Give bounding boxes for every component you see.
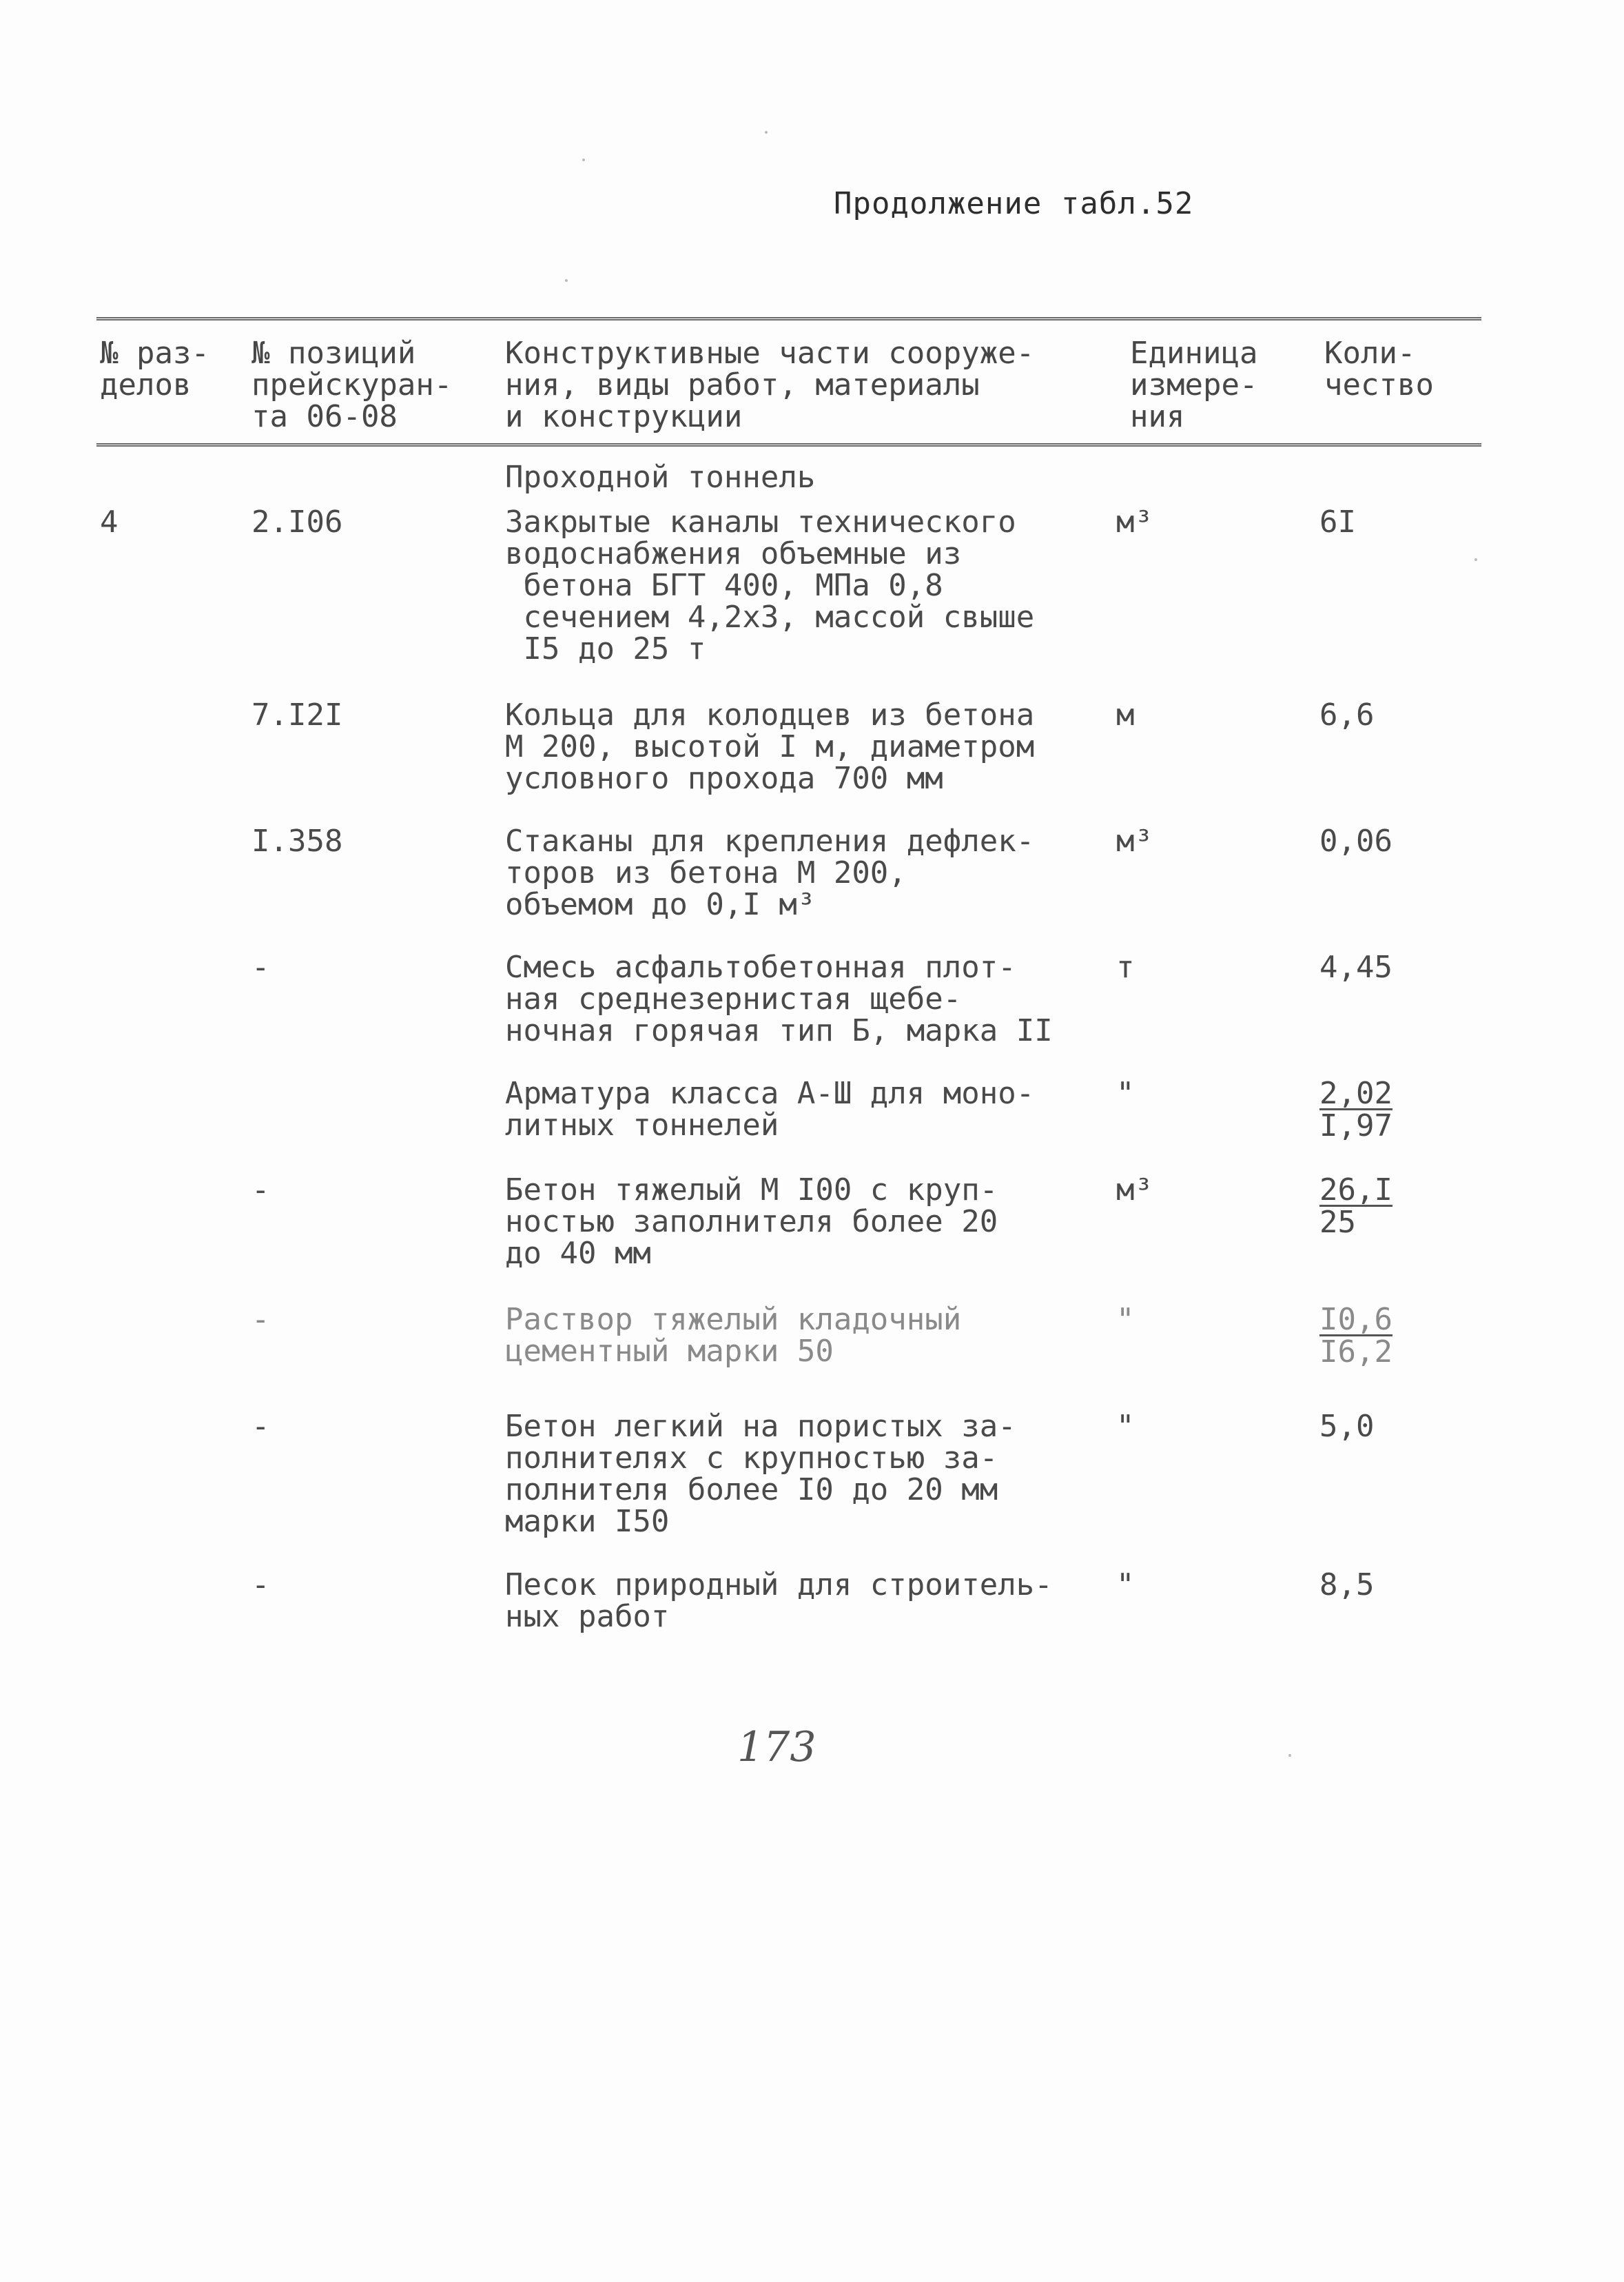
scan-speck xyxy=(1288,1754,1291,1757)
scan-speck xyxy=(582,159,585,161)
row-unit: м³ xyxy=(1116,505,1153,540)
scan-speck xyxy=(765,131,768,134)
table-row xyxy=(0,826,1624,952)
quantity-value: I0,6 xyxy=(1319,1302,1392,1337)
quantity-value: 6,6 xyxy=(1319,697,1375,733)
row-description: Кольца для колодцев из бетона М 200, высотой I м, диаметром условного прохода 700 мм xyxy=(505,697,1035,796)
quantity-value: 0,06 xyxy=(1319,824,1392,859)
quantity-alt-value: 25 xyxy=(1319,1205,1356,1240)
row-unit: м xyxy=(1116,697,1135,733)
header-unit: Единица измере- ния xyxy=(1130,336,1258,434)
table-row xyxy=(0,1304,1624,1411)
table-row xyxy=(0,507,1624,700)
row-unit: " xyxy=(1116,1302,1135,1337)
quantity-alt-value: I,97 xyxy=(1319,1108,1392,1143)
quantity-alt-value: I6,2 xyxy=(1319,1334,1392,1369)
row-position: - xyxy=(251,1409,270,1444)
table-row xyxy=(0,1174,1624,1304)
quantity-value: 5,0 xyxy=(1319,1409,1375,1444)
table-row xyxy=(0,952,1624,1078)
quantity-value: 2,02 xyxy=(1319,1076,1392,1111)
row-description: Песок природный для строитель- ных работ xyxy=(505,1567,1053,1634)
row-description: Стаканы для крепления дефлек- торов из бетона М 200, объемом до 0,I м³ xyxy=(505,824,1035,922)
row-section: 4 xyxy=(100,505,119,540)
row-description: Раствор тяжелый кладочный цементный марки 50 xyxy=(505,1302,962,1369)
row-description: Бетон тяжелый М I00 с круп- ностью заполнителя более 20 до 40 мм xyxy=(505,1172,998,1271)
page-number: 173 xyxy=(737,1723,816,1771)
table-row xyxy=(0,1569,1624,1666)
header-section: № раз- делов xyxy=(100,336,209,403)
row-quantity xyxy=(1319,507,1356,538)
row-description: Смесь асфальтобетонная плот- ная среднезернистая щебе- ночная горячая тип Б, марка II xyxy=(505,950,1053,1048)
row-position: 7.I2I xyxy=(251,697,343,733)
table-row xyxy=(0,1411,1624,1569)
table-top-rule xyxy=(96,317,1481,320)
row-unit: " xyxy=(1116,1076,1135,1111)
table-row xyxy=(0,1078,1624,1174)
row-unit: " xyxy=(1116,1567,1135,1602)
scan-speck xyxy=(565,279,568,282)
row-position: - xyxy=(251,1302,270,1337)
scan-speck xyxy=(1474,558,1477,561)
table-body xyxy=(0,507,1624,1666)
row-position: 2.I06 xyxy=(251,505,343,540)
row-position: I.358 xyxy=(251,824,343,859)
section-title: Проходной тоннель xyxy=(505,460,816,495)
quantity-value: 4,45 xyxy=(1319,950,1392,985)
row-description: Бетон легкий на пористых за- полнителях с крупностью за- полнителя более I0 до 20 мм марки I50 xyxy=(505,1409,1016,1539)
table-row xyxy=(0,697,1624,826)
header-position: № позиций прейскуран- та 06-08 xyxy=(251,336,453,434)
row-quantity xyxy=(1319,952,1392,984)
header-quantity: Коли- чество xyxy=(1324,336,1434,403)
row-unit: т xyxy=(1116,950,1135,985)
row-quantity xyxy=(1319,1174,1392,1239)
row-unit: м³ xyxy=(1116,824,1153,859)
row-position: - xyxy=(251,1172,270,1208)
row-unit: " xyxy=(1116,1409,1135,1444)
quantity-value: 8,5 xyxy=(1319,1567,1375,1602)
quantity-value: 6I xyxy=(1319,505,1356,540)
row-description: Арматура класса А-Ш для моно- литных тоннелей xyxy=(505,1076,1035,1143)
header-description: Конструктивные части сооруже- ния, виды работ, материалы и конструкции xyxy=(505,336,1035,434)
row-description: Закрытые каналы технического водоснабжения объемные из бетона БГТ 400, МПа 0,8 сечением 4,2х3, массой свыше I5 до 25 т xyxy=(505,505,1035,666)
row-quantity xyxy=(1319,697,1375,733)
row-quantity xyxy=(1319,1078,1392,1142)
row-position: - xyxy=(251,1567,270,1602)
row-quantity xyxy=(1319,826,1392,857)
table-header-rule xyxy=(96,443,1481,447)
row-quantity xyxy=(1319,1569,1374,1601)
quantity-value: 26,I xyxy=(1319,1172,1392,1208)
row-quantity xyxy=(1319,1411,1374,1443)
row-position: - xyxy=(251,950,270,985)
table-continuation-heading: Продолжение табл.52 xyxy=(834,186,1194,221)
row-quantity xyxy=(1319,1304,1392,1368)
row-unit: м³ xyxy=(1116,1172,1153,1208)
